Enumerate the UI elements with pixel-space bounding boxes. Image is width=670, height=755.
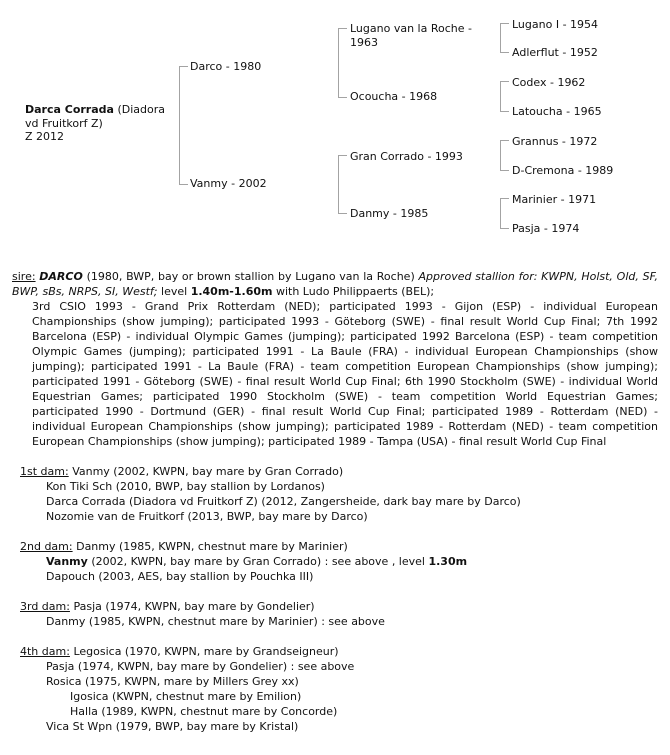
offspring-line: Dapouch (2003, AES, bay stallion by Pouchka III)	[46, 570, 314, 583]
node-lugano-i: Lugano I - 1954	[512, 18, 599, 31]
sire-label: sire:	[12, 270, 36, 283]
node-codex: Codex - 1962	[512, 76, 586, 89]
node-lugano-van-la-roche: Lugano van la Roche - 1963	[350, 22, 472, 49]
dam-3-heading	[20, 599, 658, 614]
bracket-gen2-dam	[338, 155, 347, 214]
bracket-gen3-b	[500, 81, 509, 112]
offspring-line: Nozomie van de Fruitkorf (2013, BWP, bay mare by Darco)	[46, 510, 368, 523]
node-sire-darco: Darco - 1980	[190, 60, 262, 73]
node-d-cremona: D-Cremona - 1989	[512, 164, 614, 177]
node-dam-vanmy: Vanmy - 2002	[190, 177, 267, 190]
sire-level: 1.40m-1.60m	[190, 285, 273, 298]
bracket-gen1	[179, 66, 188, 185]
offspring-text: (2002, KWPN, bay mare by Gran Corrado) : see above , level	[91, 555, 425, 568]
sire-description: (1980, BWP, bay or brown stallion by Lugano van la Roche)	[86, 270, 415, 283]
offspring-line: Halla (1989, KWPN, chestnut mare by Concorde)	[70, 705, 338, 718]
bracket-gen3-c	[500, 140, 509, 171]
bracket-gen3-d	[500, 198, 509, 229]
offspring-line	[46, 554, 658, 569]
pedigree-tree	[0, 0, 670, 256]
offspring-name-bold: Vanmy	[46, 555, 88, 568]
dam-2-label: 2nd dam:	[20, 540, 73, 553]
sire-level-label: level	[161, 285, 188, 298]
sire-name: DARCO	[39, 270, 83, 283]
offspring-line: Danmy (1985, KWPN, chestnut mare by Marinier) : see above	[46, 615, 385, 628]
node-pasja: Pasja - 1974	[512, 222, 580, 235]
offspring-line: Vica St Wpn (1979, BWP, bay mare by Kristal)	[46, 720, 299, 733]
bracket-gen3-a	[500, 23, 509, 53]
dam-4-heading	[20, 644, 658, 659]
sire-approved-studbooks: Approved stallion for: KWPN, Holst, Old, SF, BWP, sBs, NRPS, SI, Westf;	[12, 270, 658, 298]
dam-3-text: Pasja (1974, KWPN, bay mare by Gondelier)	[73, 600, 315, 613]
node-adlerflut: Adlerflut - 1952	[512, 46, 598, 59]
node-grannus: Grannus - 1972	[512, 135, 598, 148]
root-name: Darca Corrada	[25, 103, 114, 116]
node-latoucha: Latoucha - 1965	[512, 105, 602, 118]
dam-4-label: 4th dam:	[20, 645, 70, 658]
pedigree-text	[0, 269, 670, 734]
offspring-level-bold: 1.30m	[428, 555, 468, 568]
node-ocoucha: Ocoucha - 1968	[350, 90, 438, 103]
bracket-gen2-sire	[338, 28, 347, 98]
dam-2-text: Danmy (1985, KWPN, chestnut mare by Marinier)	[76, 540, 348, 553]
dam-1-heading	[20, 464, 658, 479]
root-name-suffix: (Diadora vd Fruitkorf Z)	[25, 103, 165, 130]
node-danmy: Danmy - 1985	[350, 207, 429, 220]
node-marinier: Marinier - 1971	[512, 193, 597, 206]
sire-results-paragraph: 3rd CSIO 1993 - Grand Prix Rotterdam (NED); participated 1993 - Gijon (ESP) - individual European Championships (show jumping); participated 1993 - Göteborg (SWE) - final result World Cup Final; 7th 1992 Barcelona (ESP) - individual Olympic Games (jumping); participated 1992 Barcelona (ESP) - team competition Olympic Games (jumping); participated 1991 - La Baule (FRA) - individual European Championships (show jumping); participated 1991 - La Baule (FRA) - team competition European Championships (show jumping); participated 1991 - Göteborg (SWE) - final result World Cup Final; 6th 1990 Stockholm (SWE) - individual World Equestrian Games; participated 1990 Stockholm (SWE) - team competition World Equestrian Games; participated 1990 - Dortmund (GER) - final result World Cup Final; participated 1989 - Rotterdam (NED) - individual European Championships (show jumping); participated 1989 - Rotterdam (NED) - team competition European Championships (show jumping); participated 1989 - Tampa (USA) - final result World Cup Final	[32, 300, 658, 448]
sire-rider: with Ludo Philippaerts (BEL);	[275, 285, 435, 298]
offspring-line: Pasja (1974, KWPN, bay mare by Gondelier) : see above	[46, 660, 355, 673]
dam-section-1	[20, 464, 658, 524]
dam-section-2	[20, 539, 658, 584]
offspring-line: Darca Corrada (Diadora vd Fruitkorf Z) (2012, Zangersheide, dark bay mare by Darco)	[46, 495, 521, 508]
node-gran-corrado: Gran Corrado - 1993	[350, 150, 463, 163]
offspring-line: Rosica (1975, KWPN, mare by Millers Grey xx)	[46, 675, 299, 688]
pedigree-root-node	[25, 103, 173, 144]
dam-1-text: Vanmy (2002, KWPN, bay mare by Gran Corrado)	[72, 465, 344, 478]
offspring-line: Kon Tiki Sch (2010, BWP, bay stallion by Lordanos)	[46, 480, 325, 493]
dam-section-4	[20, 644, 658, 734]
root-breed-year: Z 2012	[25, 130, 65, 143]
dam-section-3	[20, 599, 658, 629]
dam-4-text: Legosica (1970, KWPN, mare by Grandseigneur)	[73, 645, 339, 658]
dam-2-heading	[20, 539, 658, 554]
dam-1-label: 1st dam:	[20, 465, 69, 478]
offspring-line: Igosica (KWPN, chestnut mare by Emilion)	[70, 690, 302, 703]
dam-3-label: 3rd dam:	[20, 600, 70, 613]
sire-heading-paragraph	[12, 269, 658, 299]
